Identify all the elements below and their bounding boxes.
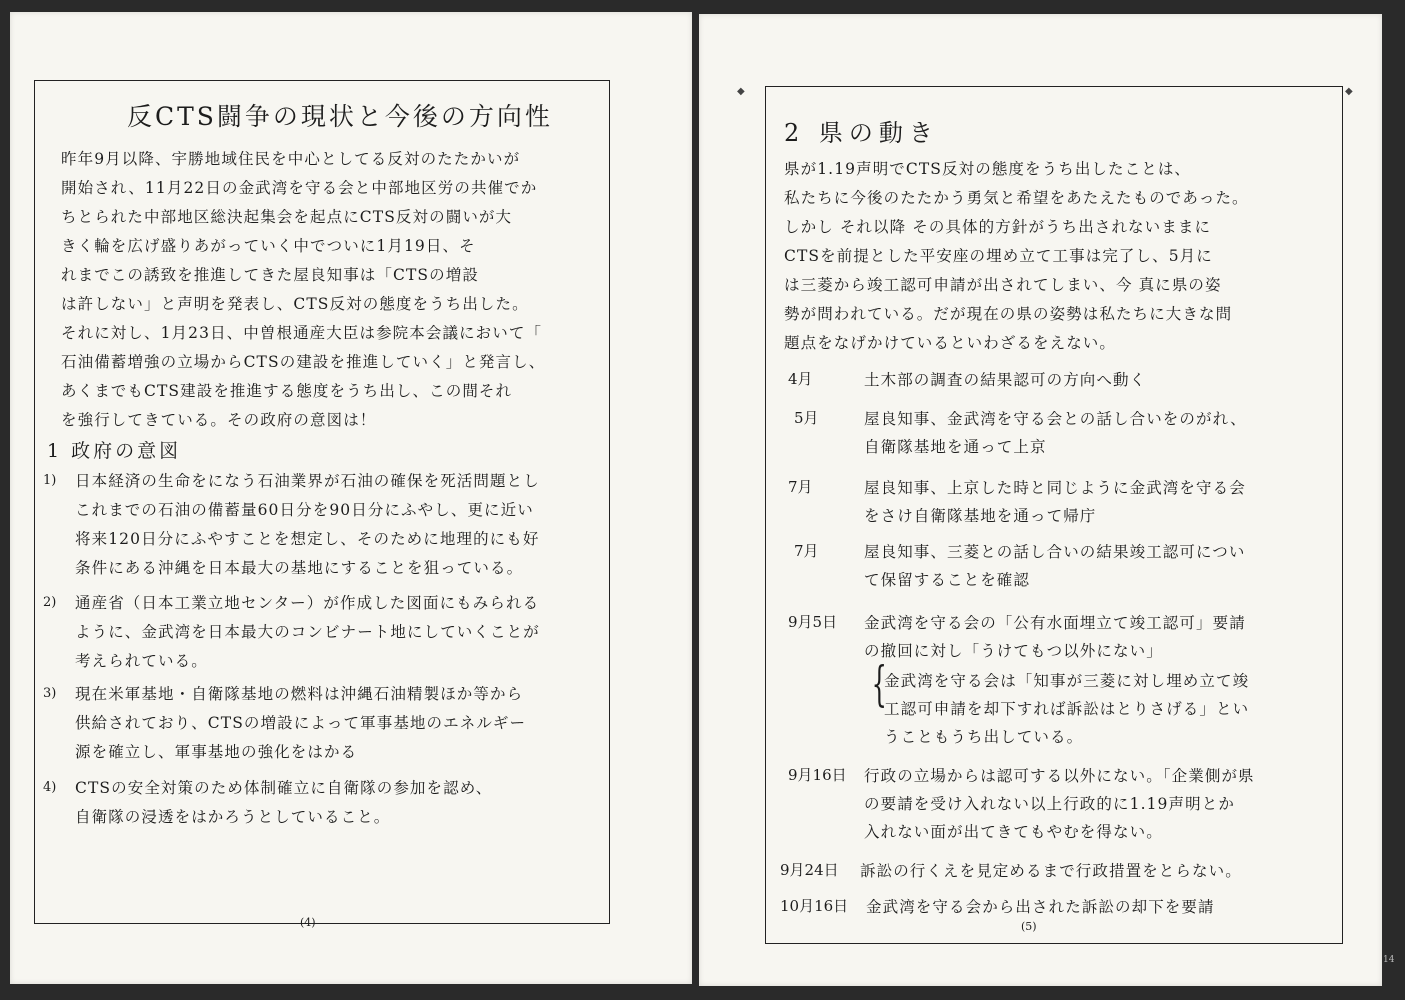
event-line: の撤回に対し「うけてもつ以外にない」 [864, 642, 1163, 660]
event-line: 訴訟の行くえを見定めるまで行政措置をとらない。 [860, 862, 1242, 880]
right-intro-line: CTSを前提とした平安座の埋め立て工事は完了し、5月に [784, 247, 1213, 265]
item-number: 4) [43, 780, 57, 795]
item-line: 考えられている。 [75, 652, 208, 670]
item-line: 日本経済の生命をになう石油業界が石油の確保を死活問題とし [75, 472, 540, 490]
left-intro-line: 石油備蓄増強の立場からCTSの建設を推進していく」と発言し、 [61, 353, 546, 371]
right-intro-line: 私たちに今後のたたかう勇気と希望をあたえたものであった。 [784, 189, 1249, 207]
punch-mark: ◆ [737, 86, 745, 97]
left-intro-line: それに対し、1月23日、中曽根通産大臣は参院本会議において「 [61, 324, 543, 342]
item-line: ように、金武湾を日本最大のコンビナート地にしていくことが [75, 623, 540, 641]
left-intro-line: 開始され、11月22日の金武湾を守る会と中部地区労の共催でか [61, 179, 538, 197]
left-intro-line: は許しない」と声明を発表し、CTS反対の態度をうち出した。 [61, 295, 529, 313]
right-page-frame [765, 86, 1343, 944]
event-date: 4月 [788, 370, 813, 388]
item-line: これまでの石油の備蓄量60日分を90日分にふやし、更に近い [75, 501, 534, 519]
corner-mark: 14 [1383, 955, 1395, 965]
right-page-number: (5) [1021, 920, 1037, 933]
section-heading-government-intent: 1 政府の意図 [47, 440, 182, 462]
left-intro-line: を強行してきている。その政府の意図は！ [61, 411, 377, 429]
event-line: 金武湾を守る会の「公有水面埋立て竣工認可」要請 [864, 614, 1246, 632]
event-line: 金武湾を守る会から出された訴訟の却下を要請 [866, 898, 1215, 916]
event-line: 工認可申請を却下すれば訴訟はとりさげる」とい [884, 700, 1250, 718]
item-line: 条件にある沖縄を日本最大の基地にすることを狙っている。 [75, 559, 524, 577]
event-line: 行政の立場からは認可する以外にない。「企業側が県 [864, 767, 1255, 785]
event-date: 5月 [794, 409, 819, 427]
item-line: CTSの安全対策のため体制確立に自衛隊の参加を認め、 [75, 779, 493, 797]
item-line: 通産省（日本工業立地センター）が作成した図面にもみられる [75, 594, 540, 612]
event-line: 金武湾を守る会は「知事が三菱に対し埋め立て竣 [884, 672, 1250, 690]
left-intro-line: ちとられた中部地区総決起集会を起点にCTS反対の闘いが大 [61, 208, 513, 226]
event-line: 自衛隊基地を通って上京 [864, 438, 1047, 456]
left-intro-line: れまでこの誘致を推進してきた屋良知事は「CTSの増設 [61, 266, 479, 284]
event-date: 7月 [788, 478, 813, 496]
right-page-title: 2 県の動き [784, 119, 939, 147]
item-number: 3) [43, 686, 57, 701]
left-intro-line: きく輪を広げ盛りあがっていく中でついに1月19日、そ [61, 237, 476, 255]
event-date: 7月 [794, 542, 819, 560]
punch-mark: ◆ [1345, 86, 1353, 97]
left-intro-line: 昨年9月以降、宇勝地域住民を中心としてる反対のたたかいが [61, 150, 521, 168]
event-date: 9月24日 [780, 861, 839, 879]
event-date: 10月16日 [780, 897, 849, 915]
left-page [10, 12, 692, 984]
left-page-number: (4) [300, 916, 316, 929]
event-date: 9月16日 [788, 766, 847, 784]
right-page [699, 14, 1382, 986]
right-intro-line: しかし それ以降 その具体的方針がうち出されないままに [784, 218, 1212, 236]
item-line: 将来120日分にふやすことを想定し、そのために地理的にも好 [75, 530, 540, 548]
right-intro-line: 県が1.19声明でCTS反対の態度をうち出したことは、 [784, 160, 1192, 178]
left-page-frame [34, 80, 610, 924]
left-intro-line: あくまでもCTS建設を推進する態度をうち出し、この間それ [61, 382, 513, 400]
left-page-title: 反CTS闘争の現状と今後の方向性 [127, 102, 553, 131]
item-line: 自衛隊の浸透をはかろうとしていること。 [75, 808, 391, 826]
right-intro-line: 勢が問われている。だが現在の県の姿勢は私たちに大きな問 [784, 305, 1233, 323]
item-line: 供給されており、CTSの増設によって軍事基地のエネルギー [75, 714, 527, 732]
event-line: の要請を受け入れない以上行政的に1.19声明とか [864, 795, 1235, 813]
item-line: 現在米軍基地・自衛隊基地の燃料は沖縄石油精製ほか等から [75, 685, 524, 703]
event-line: 入れない面が出てきてもやむを得ない。 [864, 823, 1163, 841]
event-line: をさけ自衛隊基地を通って帰庁 [864, 507, 1097, 525]
item-line: 源を確立し、軍事基地の強化をはかる [75, 743, 358, 761]
right-intro-line: 題点をなげかけているといわざるをえない。 [784, 334, 1117, 352]
right-intro-line: は三菱から竣工認可申請が出されてしまい、今 真に県の姿 [784, 276, 1222, 294]
event-line: うこともうち出している。 [884, 728, 1084, 746]
event-line: て保留することを確認 [864, 571, 1031, 589]
event-line: 屋良知事、金武湾を守る会との話し合いをのがれ、 [864, 410, 1247, 428]
event-line: 屋良知事、三菱との話し合いの結果竣工認可につい [864, 543, 1246, 561]
brace-mark: { [871, 656, 887, 712]
event-line: 屋良知事、上京した時と同じように金武湾を守る会 [864, 479, 1246, 497]
item-number: 1) [43, 473, 57, 488]
event-date: 9月5日 [788, 613, 838, 631]
event-line: 土木部の調査の結果認可の方向へ動く [864, 371, 1147, 389]
item-number: 2) [43, 595, 57, 610]
